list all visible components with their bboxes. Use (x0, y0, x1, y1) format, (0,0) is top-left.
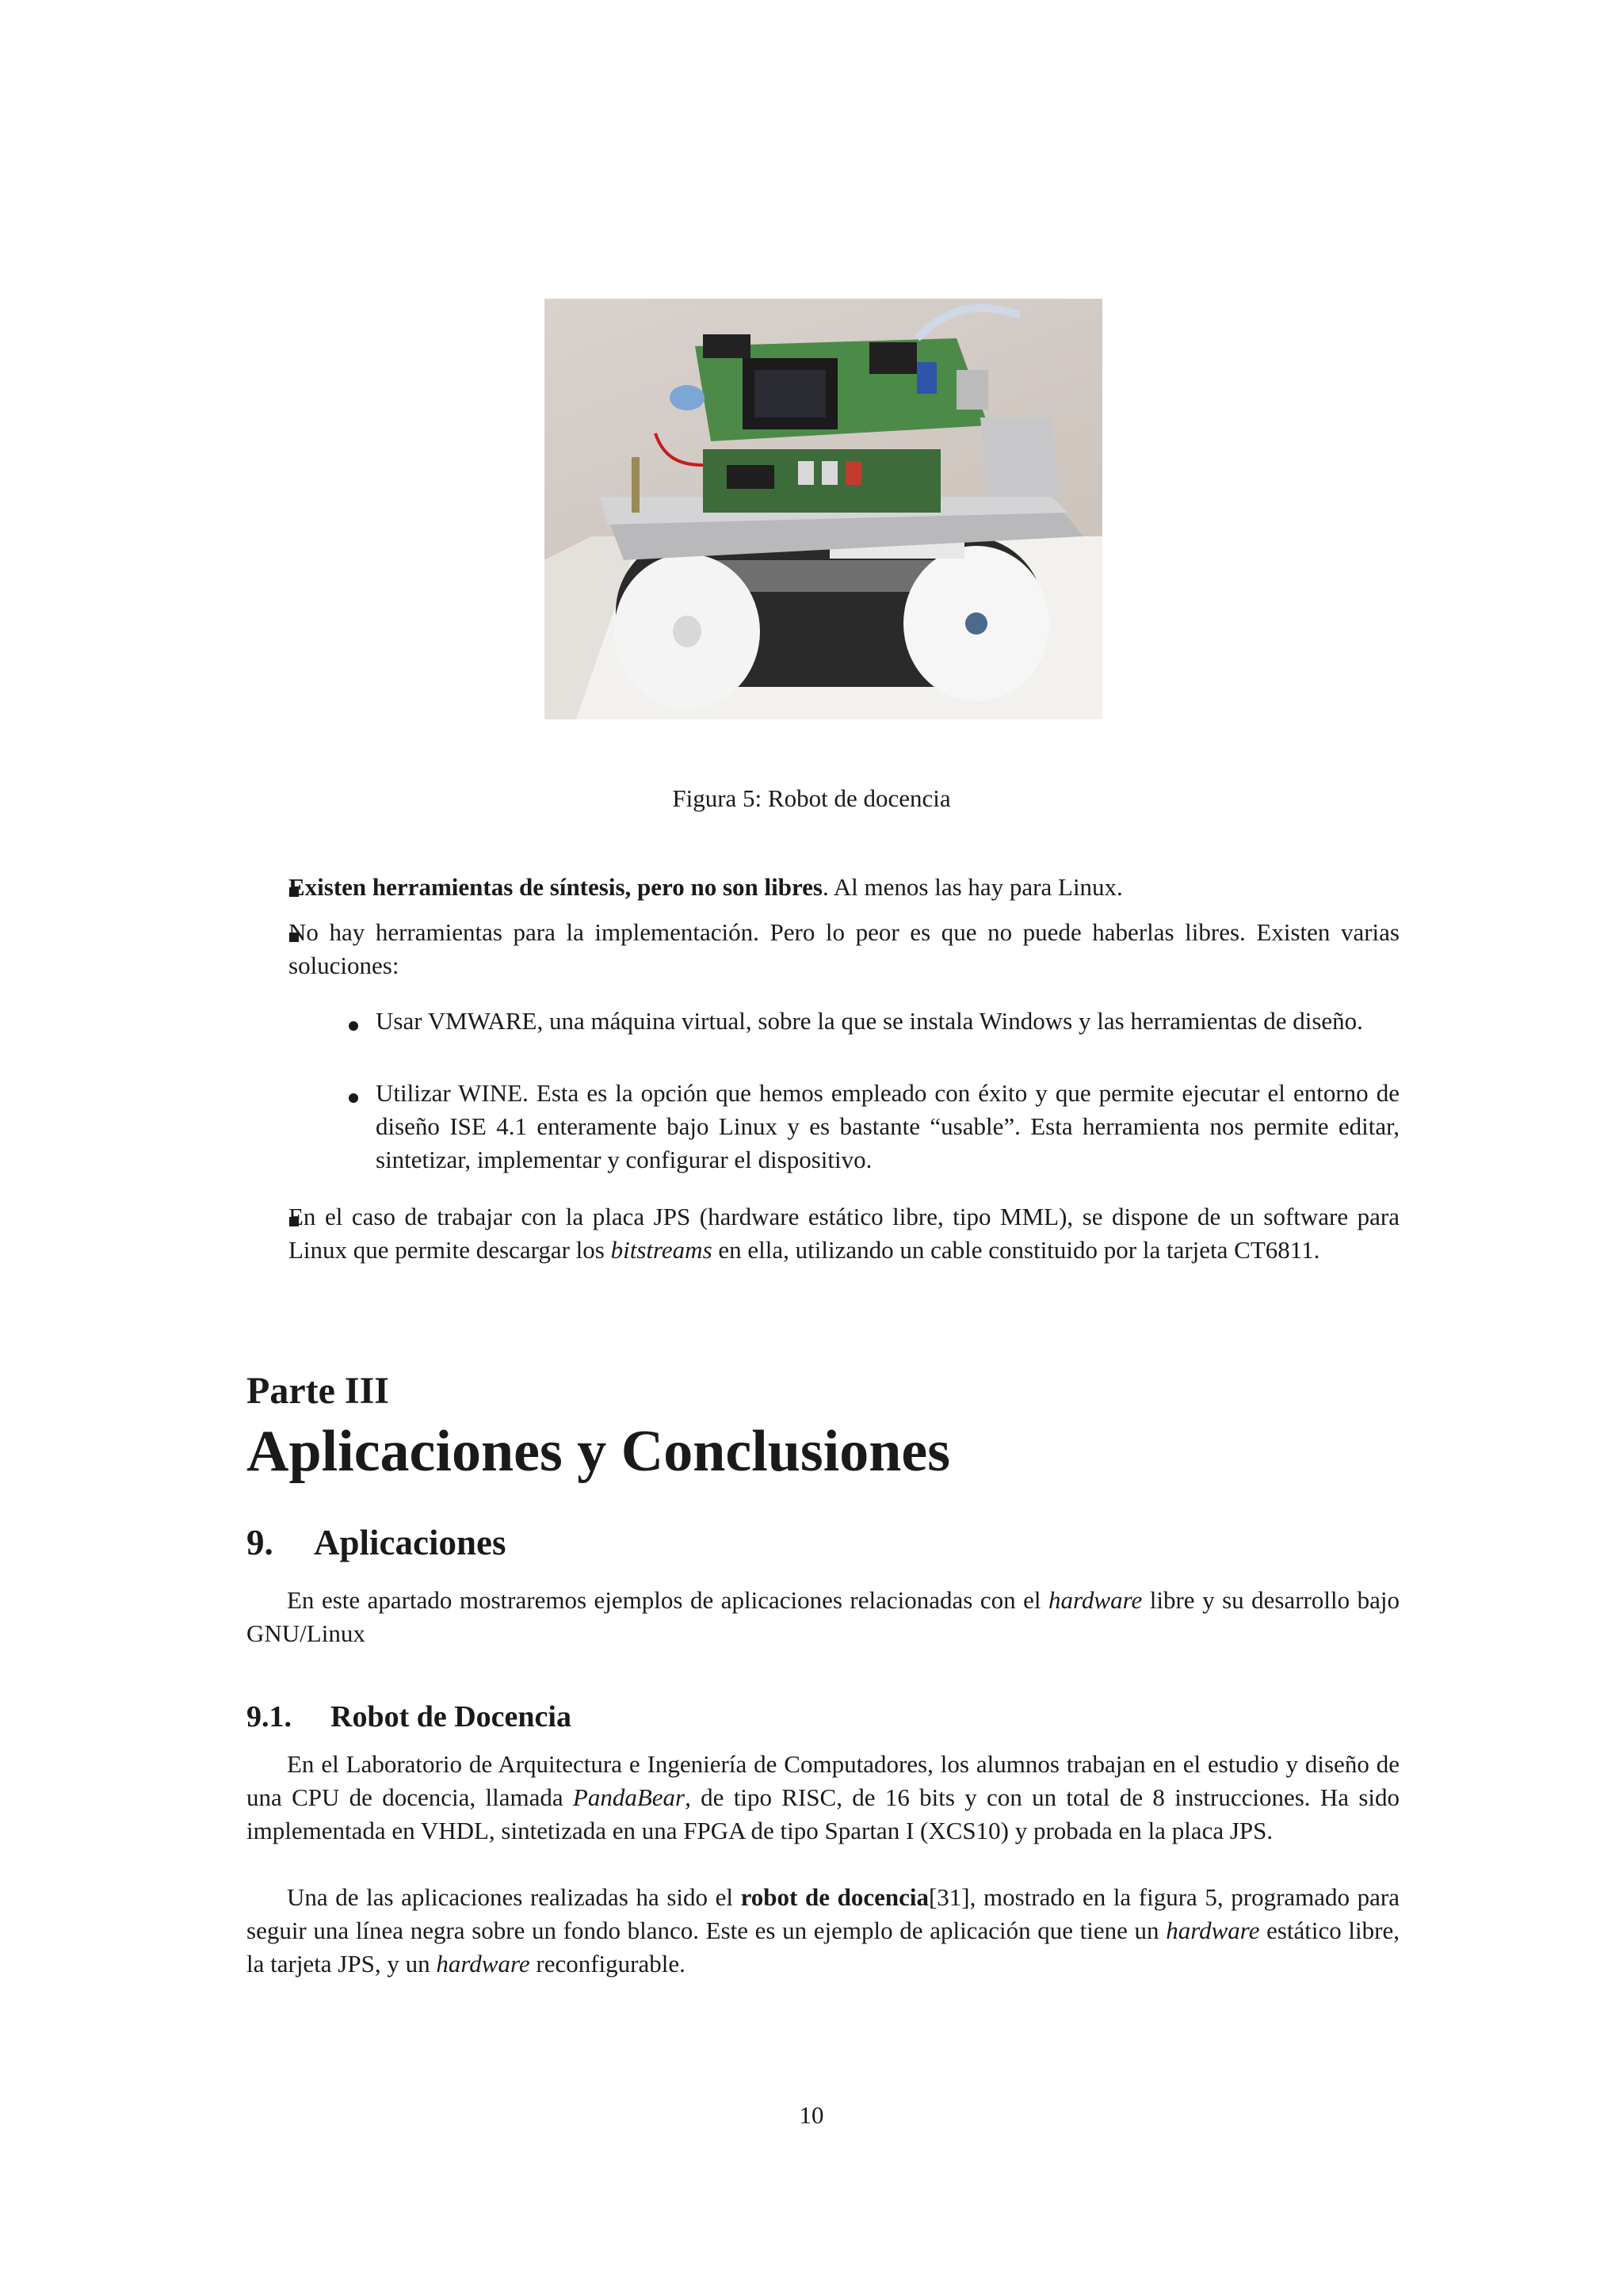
part-title: Aplicaciones y Conclusiones (246, 1419, 951, 1484)
section-heading (246, 1522, 506, 1563)
round-bullet-icon (349, 1021, 358, 1031)
round-bullet-icon (349, 1093, 358, 1103)
list-item: No hay herramientas para la implementación. Pero lo peor es que no puede haberlas libres. Existen varias soluciones: (288, 918, 1400, 979)
list-item-text: En el caso de trabajar con la placa JPS (hardware estático libre, tipo MML), se dispone de un software para Linux que permite descargar los (288, 1203, 1400, 1264)
subsection-number: 9.1. (246, 1700, 292, 1733)
list-item-text: . Al menos las hay para Linux. (823, 873, 1123, 901)
paragraph-text: [31], mostrado en la figura 5, programado para seguir una línea negra sobre un fondo blanco. Este es un ejemplo de aplicación que tiene un (246, 1883, 1400, 1944)
paragraph-text: En el Laboratorio de Arquitectura e Ingeniería de Computadores, los alumnos trabajan en el estudio y diseño de una CPU de docencia, llamada (246, 1750, 1400, 1811)
list-item (288, 871, 1400, 904)
paragraph-text: Una de las aplicaciones realizadas ha sido el (287, 1883, 741, 1911)
paragraph-text: En este apartado mostraremos ejemplos de aplicaciones relacionadas con el (287, 1586, 1048, 1614)
subsection-title: Robot de Docencia (330, 1700, 571, 1733)
part-label: Parte III (246, 1370, 389, 1412)
section-number: 9. (246, 1523, 273, 1562)
list-item (288, 1200, 1400, 1267)
figure-caption: Figura 5: Robot de docencia (672, 784, 951, 812)
list-item-text: en ella, utilizando un cable constituido por la tarjeta CT6811. (712, 1236, 1320, 1264)
sub-list-item: Usar VMWARE, una máquina virtual, sobre la que se instala Windows y las herramientas de diseño. (376, 1007, 1363, 1035)
subsection-paragraph-1 (246, 1748, 1400, 1848)
paragraph-italic: hardware (436, 1950, 530, 1978)
paragraph-text: reconfigurable. (529, 1950, 685, 1978)
section-paragraph (246, 1584, 1400, 1650)
paragraph-italic: hardware (1166, 1917, 1260, 1944)
subsection-paragraph-2 (246, 1881, 1400, 1981)
list-item-bold: Existen herramientas de síntesis, pero no son libres (288, 873, 823, 901)
page-number: 10 (799, 2101, 824, 2129)
paragraph-text: , de tipo RISC, de 16 bits y con un total de 8 instrucciones. Ha sido implementada en VHDL, sintetizada en una FPGA de tipo Spartan I (XCS10) y probada en la placa JPS. (246, 1783, 1400, 1844)
subsection-heading (246, 1699, 571, 1734)
section-title: Aplicaciones (314, 1523, 506, 1562)
paragraph-text: libre y su desarrollo bajo GNU/Linux (246, 1586, 1400, 1647)
sub-list-item: Utilizar WINE. Esta es la opción que hemos empleado con éxito y que permite ejecutar el entorno de diseño ISE 4.1 enteramente bajo Linux y es bastante “usable”. Esta herramienta nos permite editar, sintetizar, implementar y configurar el dispositivo. (376, 1079, 1400, 1173)
paragraph-italic: hardware (1048, 1586, 1143, 1614)
robot-photo (544, 299, 1102, 719)
paragraph-text: estático libre, la tarjeta JPS, y un (246, 1917, 1400, 1978)
paragraph-bold: robot de docencia (740, 1883, 929, 1911)
list-item-italic: bitstreams (610, 1236, 712, 1264)
paragraph-italic: PandaBear (572, 1783, 685, 1811)
